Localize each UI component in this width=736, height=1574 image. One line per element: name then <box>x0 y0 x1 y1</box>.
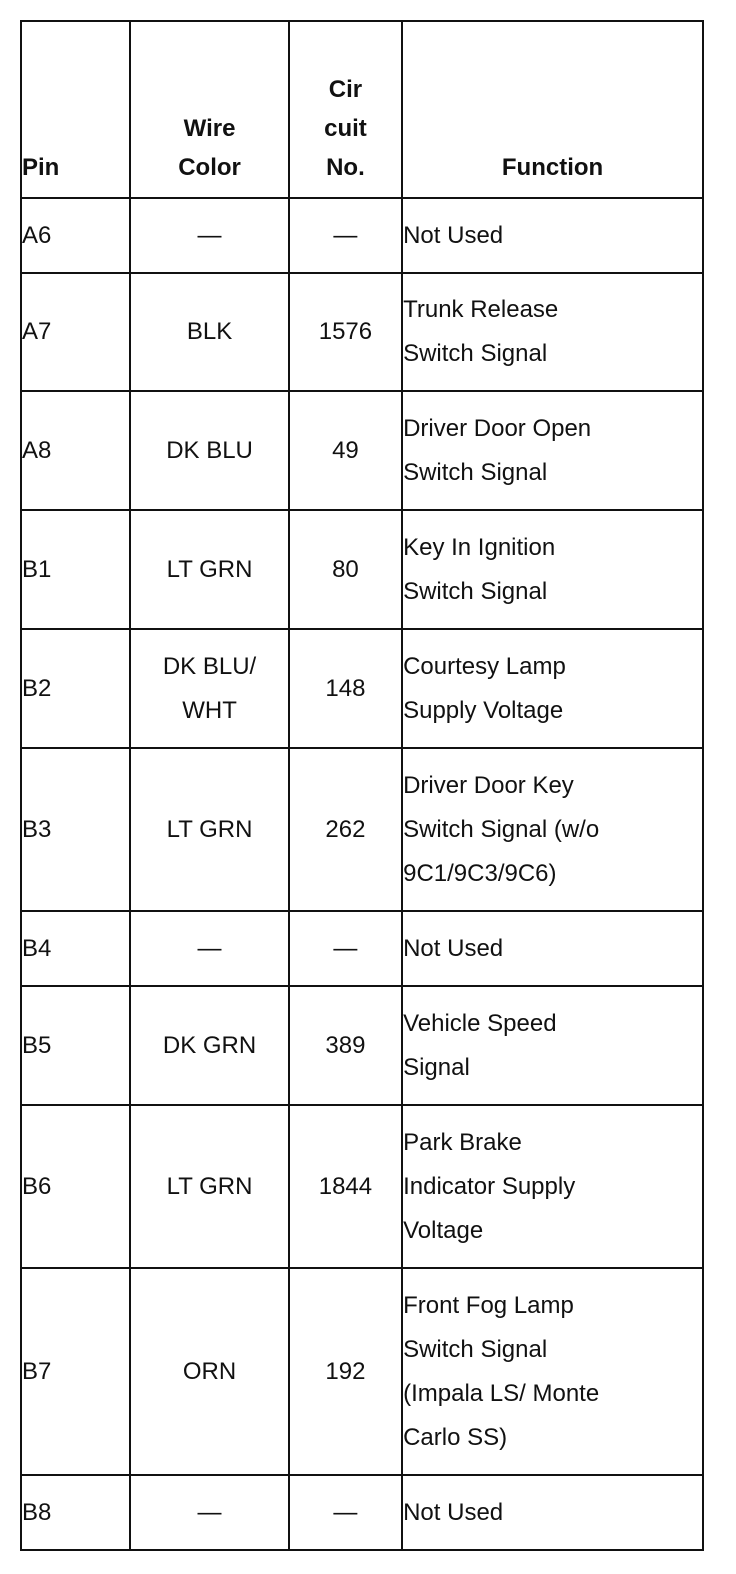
cell-wire-color <box>130 911 288 986</box>
function-line: Not Used <box>403 934 504 962</box>
cell-circuit-no: 389 <box>289 986 402 1105</box>
cell-wire-color <box>130 510 288 629</box>
table-row <box>21 273 703 391</box>
table-body <box>21 198 703 1550</box>
header-wire-line: Wire <box>183 115 236 142</box>
function-line: Front Fog Lamp <box>403 1291 574 1319</box>
pin-table <box>20 20 704 1551</box>
function-line: (Impala LS/ Monte <box>403 1379 600 1407</box>
wire-color-line: LT GRN <box>166 1172 253 1200</box>
wire-color-line: ORN <box>182 1357 237 1385</box>
function-line: Switch Signal <box>403 340 548 367</box>
cell-circuit-no: — <box>289 911 402 986</box>
function-line: Driver Door Key <box>403 771 574 799</box>
header-wire-color <box>130 21 288 198</box>
function-line: Signal <box>403 1053 470 1081</box>
cell-wire-color <box>130 391 288 510</box>
function-line: Driver Door Open <box>403 414 592 442</box>
cell-circuit-no: 148 <box>289 629 402 748</box>
header-wire-line: Color <box>178 154 241 181</box>
cell-function <box>402 198 703 273</box>
wire-color-line: BLK <box>186 318 233 345</box>
function-line: Supply Voltage <box>403 696 564 724</box>
wire-color-line: LT GRN <box>166 815 253 843</box>
function-line: Indicator Supply <box>403 1172 576 1200</box>
cell-pin: B8 <box>21 1475 130 1550</box>
cell-circuit-no: 1844 <box>289 1105 402 1268</box>
cell-pin: B2 <box>21 629 130 748</box>
header-function <box>402 21 703 198</box>
table-row <box>21 748 703 911</box>
cell-pin: B1 <box>21 510 130 629</box>
header-pin-line: Pin <box>22 154 60 181</box>
table-row <box>21 391 703 510</box>
function-line: Carlo SS) <box>403 1423 508 1451</box>
cell-wire-color <box>130 273 288 391</box>
function-line: Switch Signal <box>403 1335 548 1363</box>
header-circuit-line: cuit <box>324 115 367 142</box>
cell-wire-color <box>130 1105 288 1268</box>
header-circuit-no <box>289 21 402 198</box>
function-line: 9C1/9C3/9C6) <box>403 859 557 887</box>
table-row <box>21 911 703 986</box>
cell-pin: B7 <box>21 1268 130 1475</box>
cell-function <box>402 986 703 1105</box>
table-row <box>21 986 703 1105</box>
function-line: Not Used <box>403 1498 504 1526</box>
function-line: Courtesy Lamp <box>403 652 566 680</box>
header-circuit-line: No. <box>326 154 365 181</box>
cell-function <box>402 510 703 629</box>
table-row <box>21 1105 703 1268</box>
cell-circuit-no: — <box>289 198 402 273</box>
cell-pin: B4 <box>21 911 130 986</box>
cell-wire-color <box>130 198 288 273</box>
cell-circuit-no: 262 <box>289 748 402 911</box>
wire-color-line: LT GRN <box>166 555 253 583</box>
cell-function <box>402 391 703 510</box>
function-line: Park Brake <box>403 1128 522 1156</box>
function-line: Trunk Release <box>403 296 559 323</box>
function-line: Voltage <box>403 1216 484 1244</box>
wire-color-line: DK BLU/ <box>162 652 257 680</box>
wire-color-line: WHT <box>182 696 237 724</box>
function-line: Key In Ignition <box>403 533 556 561</box>
cell-wire-color <box>130 1475 288 1550</box>
cell-wire-color <box>130 629 288 748</box>
cell-pin: B5 <box>21 986 130 1105</box>
cell-pin: A6 <box>21 198 130 273</box>
table-row <box>21 198 703 273</box>
wire-color-line: — <box>197 1498 222 1526</box>
header-circuit-line: Cir <box>328 76 363 103</box>
cell-function <box>402 1268 703 1475</box>
cell-function <box>402 629 703 748</box>
function-line: Switch Signal (w/o <box>403 815 600 843</box>
cell-pin: B3 <box>21 748 130 911</box>
wire-color-line: DK BLU <box>166 436 253 464</box>
cell-function <box>402 1475 703 1550</box>
cell-circuit-no: 49 <box>289 391 402 510</box>
table-row <box>21 629 703 748</box>
cell-circuit-no: — <box>289 1475 402 1550</box>
cell-function <box>402 273 703 391</box>
function-line: Switch Signal <box>403 577 548 605</box>
header-row <box>21 21 703 198</box>
function-line: Not Used <box>403 221 504 249</box>
cell-pin: A8 <box>21 391 130 510</box>
function-line: Vehicle Speed <box>403 1009 557 1037</box>
cell-function <box>402 748 703 911</box>
table-row <box>21 510 703 629</box>
cell-pin: A7 <box>21 273 130 391</box>
header-pin <box>21 21 130 198</box>
table-row <box>21 1268 703 1475</box>
cell-pin: B6 <box>21 1105 130 1268</box>
cell-circuit-no: 80 <box>289 510 402 629</box>
cell-wire-color <box>130 748 288 911</box>
wire-color-line: — <box>197 934 222 962</box>
table-row <box>21 1475 703 1550</box>
function-line: Switch Signal <box>403 458 548 486</box>
wire-color-line: — <box>197 221 222 249</box>
cell-circuit-no: 1576 <box>289 273 402 391</box>
wire-color-line: DK GRN <box>162 1031 257 1059</box>
cell-wire-color <box>130 1268 288 1475</box>
header-function-line: Function <box>501 154 604 181</box>
cell-function <box>402 1105 703 1268</box>
cell-circuit-no: 192 <box>289 1268 402 1475</box>
cell-wire-color <box>130 986 288 1105</box>
cell-function <box>402 911 703 986</box>
